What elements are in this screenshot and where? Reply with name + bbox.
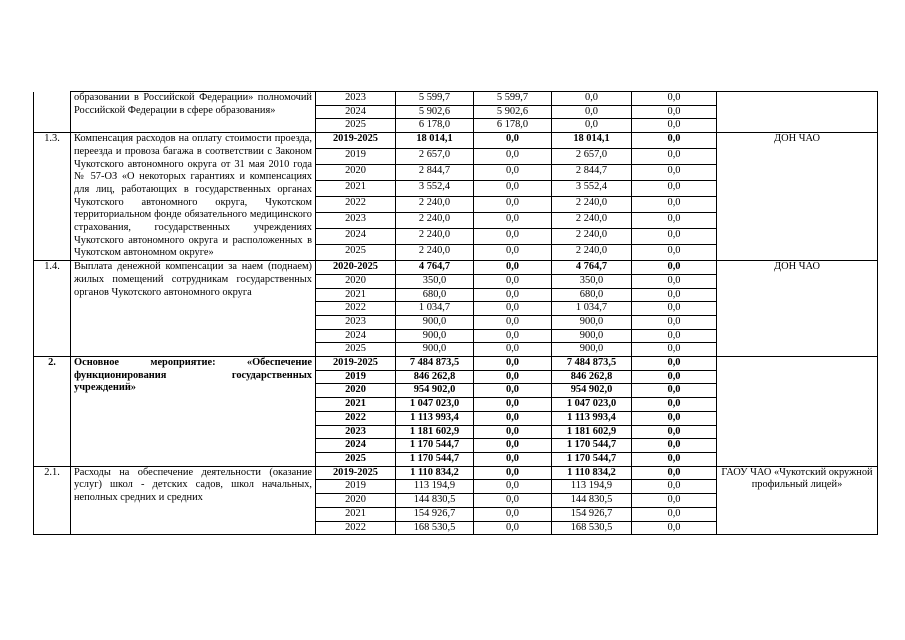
period-cell: 2021 xyxy=(316,181,396,197)
total-cell: 1 170 544,7 xyxy=(396,452,474,466)
federal-cell: 0,0 xyxy=(474,288,552,302)
period-cell: 2019 xyxy=(316,149,396,165)
federal-cell: 0,0 xyxy=(474,480,552,494)
federal-cell: 0,0 xyxy=(474,398,552,412)
regional-cell: 680,0 xyxy=(552,288,632,302)
other-cell: 0,0 xyxy=(632,411,717,425)
budget-table-body xyxy=(34,92,878,535)
regional-cell: 113 194,9 xyxy=(552,480,632,494)
federal-cell: 0,0 xyxy=(474,507,552,521)
period-cell: 2021 xyxy=(316,288,396,302)
period-cell: 2025 xyxy=(316,245,396,261)
executor-cell xyxy=(717,357,878,467)
total-cell: 2 240,0 xyxy=(396,213,474,229)
federal-cell: 6 178,0 xyxy=(474,119,552,133)
period-cell: 2022 xyxy=(316,521,396,535)
period-cell: 2023 xyxy=(316,425,396,439)
other-cell: 0,0 xyxy=(632,245,717,261)
regional-cell: 350,0 xyxy=(552,274,632,288)
federal-cell: 0,0 xyxy=(474,302,552,316)
other-cell: 0,0 xyxy=(632,452,717,466)
period-cell: 2020 xyxy=(316,274,396,288)
table-row xyxy=(34,133,878,149)
federal-cell: 0,0 xyxy=(474,521,552,535)
other-cell: 0,0 xyxy=(632,119,717,133)
period-cell: 2020-2025 xyxy=(316,261,396,275)
period-cell: 2019 xyxy=(316,370,396,384)
period-cell: 2022 xyxy=(316,302,396,316)
regional-cell: 2 844,7 xyxy=(552,165,632,181)
regional-cell: 1 181 602,9 xyxy=(552,425,632,439)
federal-cell: 0,0 xyxy=(474,165,552,181)
regional-cell: 154 926,7 xyxy=(552,507,632,521)
table-row xyxy=(34,466,878,480)
executor-cell: ГАОУ ЧАО «Чукотский окружной профильный лицей» xyxy=(717,466,878,535)
regional-cell: 1 110 834,2 xyxy=(552,466,632,480)
other-cell: 0,0 xyxy=(632,329,717,343)
regional-cell: 1 047 023,0 xyxy=(552,398,632,412)
document-page xyxy=(33,91,877,594)
item-description: Выплата денежной компенсации за наем (поднаем) жилых помещений сотрудникам государственных органов Чукотского автономного округа xyxy=(71,261,316,357)
total-cell: 4 764,7 xyxy=(396,261,474,275)
period-cell: 2022 xyxy=(316,411,396,425)
regional-cell: 846 262,8 xyxy=(552,370,632,384)
period-cell: 2024 xyxy=(316,329,396,343)
federal-cell: 0,0 xyxy=(474,452,552,466)
federal-cell: 5 902,6 xyxy=(474,105,552,119)
regional-cell: 1 170 544,7 xyxy=(552,452,632,466)
other-cell: 0,0 xyxy=(632,261,717,275)
period-cell: 2023 xyxy=(316,315,396,329)
regional-cell: 4 764,7 xyxy=(552,261,632,275)
regional-cell: 0,0 xyxy=(552,119,632,133)
period-cell: 2019-2025 xyxy=(316,357,396,371)
total-cell: 350,0 xyxy=(396,274,474,288)
federal-cell: 0,0 xyxy=(474,229,552,245)
other-cell: 0,0 xyxy=(632,425,717,439)
table-row xyxy=(34,261,878,275)
period-cell: 2021 xyxy=(316,398,396,412)
period-cell: 2023 xyxy=(316,92,396,106)
other-cell: 0,0 xyxy=(632,370,717,384)
regional-cell: 0,0 xyxy=(552,105,632,119)
regional-cell: 900,0 xyxy=(552,315,632,329)
table-row xyxy=(34,92,878,106)
federal-cell: 0,0 xyxy=(474,149,552,165)
total-cell: 2 240,0 xyxy=(396,229,474,245)
regional-cell: 2 240,0 xyxy=(552,197,632,213)
period-cell: 2021 xyxy=(316,507,396,521)
item-description: Расходы на обеспечение деятельности (оказание услуг) школ - детских садов, школ начальных, неполных средних и средних xyxy=(71,466,316,535)
other-cell: 0,0 xyxy=(632,521,717,535)
total-cell: 5 902,6 xyxy=(396,105,474,119)
total-cell: 900,0 xyxy=(396,329,474,343)
other-cell: 0,0 xyxy=(632,213,717,229)
total-cell: 168 530,5 xyxy=(396,521,474,535)
period-cell: 2022 xyxy=(316,197,396,213)
federal-cell: 5 599,7 xyxy=(474,92,552,106)
other-cell: 0,0 xyxy=(632,105,717,119)
period-cell: 2019-2025 xyxy=(316,133,396,149)
federal-cell: 0,0 xyxy=(474,343,552,357)
item-description: образовании в Российской Федерации» полномочий Российской Федерации в сфере образования» xyxy=(71,92,316,133)
total-cell: 7 484 873,5 xyxy=(396,357,474,371)
other-cell: 0,0 xyxy=(632,197,717,213)
regional-cell: 2 240,0 xyxy=(552,229,632,245)
federal-cell: 0,0 xyxy=(474,274,552,288)
total-cell: 1 181 602,9 xyxy=(396,425,474,439)
federal-cell: 0,0 xyxy=(474,466,552,480)
other-cell: 0,0 xyxy=(632,165,717,181)
regional-cell: 7 484 873,5 xyxy=(552,357,632,371)
federal-cell: 0,0 xyxy=(474,357,552,371)
total-cell: 1 170 544,7 xyxy=(396,439,474,453)
other-cell: 0,0 xyxy=(632,92,717,106)
item-description: Основное мероприятие: «Обеспечение функционирования государственных учреждений» xyxy=(71,357,316,467)
regional-cell: 3 552,4 xyxy=(552,181,632,197)
period-cell: 2020 xyxy=(316,165,396,181)
regional-cell: 900,0 xyxy=(552,343,632,357)
total-cell: 6 178,0 xyxy=(396,119,474,133)
period-cell: 2025 xyxy=(316,452,396,466)
period-cell: 2025 xyxy=(316,343,396,357)
other-cell: 0,0 xyxy=(632,398,717,412)
other-cell: 0,0 xyxy=(632,357,717,371)
period-cell: 2019 xyxy=(316,480,396,494)
executor-cell: ДОН ЧАО xyxy=(717,261,878,357)
federal-cell: 0,0 xyxy=(474,245,552,261)
period-cell: 2020 xyxy=(316,384,396,398)
item-number: 1.3. xyxy=(34,133,71,261)
other-cell: 0,0 xyxy=(632,288,717,302)
regional-cell: 144 830,5 xyxy=(552,494,632,508)
federal-cell: 0,0 xyxy=(474,213,552,229)
total-cell: 2 240,0 xyxy=(396,245,474,261)
item-description: Компенсация расходов на оплату стоимости проезда, переезда и провоза багажа в соответствии с Законом Чукотского автономного округа от 31 мая 2010 года № 57-ОЗ «О некоторых гарантиях и компенсациях для лиц, работающих в государственных органах Чукотского автономного округа, Чукотском территориальном фонде обязательного медицинского страхования, государственных учреждениях Чукотского автономного округа и расположенных в Чукотском автономном округе» xyxy=(71,133,316,261)
other-cell: 0,0 xyxy=(632,384,717,398)
period-cell: 2024 xyxy=(316,229,396,245)
other-cell: 0,0 xyxy=(632,133,717,149)
regional-cell: 2 240,0 xyxy=(552,213,632,229)
total-cell: 3 552,4 xyxy=(396,181,474,197)
total-cell: 18 014,1 xyxy=(396,133,474,149)
total-cell: 2 657,0 xyxy=(396,149,474,165)
other-cell: 0,0 xyxy=(632,274,717,288)
other-cell: 0,0 xyxy=(632,149,717,165)
regional-cell: 900,0 xyxy=(552,329,632,343)
executor-cell xyxy=(717,92,878,133)
other-cell: 0,0 xyxy=(632,466,717,480)
other-cell: 0,0 xyxy=(632,439,717,453)
total-cell: 154 926,7 xyxy=(396,507,474,521)
total-cell: 1 113 993,4 xyxy=(396,411,474,425)
other-cell: 0,0 xyxy=(632,480,717,494)
regional-cell: 2 240,0 xyxy=(552,245,632,261)
federal-cell: 0,0 xyxy=(474,261,552,275)
total-cell: 680,0 xyxy=(396,288,474,302)
total-cell: 113 194,9 xyxy=(396,480,474,494)
total-cell: 954 902,0 xyxy=(396,384,474,398)
period-cell: 2025 xyxy=(316,119,396,133)
federal-cell: 0,0 xyxy=(474,384,552,398)
executor-cell: ДОН ЧАО xyxy=(717,133,878,261)
other-cell: 0,0 xyxy=(632,181,717,197)
other-cell: 0,0 xyxy=(632,229,717,245)
total-cell: 144 830,5 xyxy=(396,494,474,508)
period-cell: 2020 xyxy=(316,494,396,508)
federal-cell: 0,0 xyxy=(474,425,552,439)
federal-cell: 0,0 xyxy=(474,439,552,453)
period-cell: 2024 xyxy=(316,105,396,119)
total-cell: 1 110 834,2 xyxy=(396,466,474,480)
total-cell: 900,0 xyxy=(396,315,474,329)
regional-cell: 954 902,0 xyxy=(552,384,632,398)
federal-cell: 0,0 xyxy=(474,133,552,149)
federal-cell: 0,0 xyxy=(474,197,552,213)
federal-cell: 0,0 xyxy=(474,329,552,343)
total-cell: 5 599,7 xyxy=(396,92,474,106)
regional-cell: 1 170 544,7 xyxy=(552,439,632,453)
table-row xyxy=(34,357,878,371)
other-cell: 0,0 xyxy=(632,343,717,357)
item-number: 2.1. xyxy=(34,466,71,535)
regional-cell: 2 657,0 xyxy=(552,149,632,165)
total-cell: 2 240,0 xyxy=(396,197,474,213)
federal-cell: 0,0 xyxy=(474,370,552,384)
other-cell: 0,0 xyxy=(632,315,717,329)
regional-cell: 18 014,1 xyxy=(552,133,632,149)
other-cell: 0,0 xyxy=(632,494,717,508)
regional-cell: 1 113 993,4 xyxy=(552,411,632,425)
total-cell: 846 262,8 xyxy=(396,370,474,384)
federal-cell: 0,0 xyxy=(474,494,552,508)
item-number: 2. xyxy=(34,357,71,467)
regional-cell: 1 034,7 xyxy=(552,302,632,316)
federal-cell: 0,0 xyxy=(474,411,552,425)
item-number xyxy=(34,92,71,133)
federal-cell: 0,0 xyxy=(474,181,552,197)
total-cell: 1 034,7 xyxy=(396,302,474,316)
other-cell: 0,0 xyxy=(632,507,717,521)
item-number: 1.4. xyxy=(34,261,71,357)
regional-cell: 168 530,5 xyxy=(552,521,632,535)
period-cell: 2019-2025 xyxy=(316,466,396,480)
period-cell: 2024 xyxy=(316,439,396,453)
total-cell: 1 047 023,0 xyxy=(396,398,474,412)
total-cell: 900,0 xyxy=(396,343,474,357)
federal-cell: 0,0 xyxy=(474,315,552,329)
period-cell: 2023 xyxy=(316,213,396,229)
regional-cell: 0,0 xyxy=(552,92,632,106)
total-cell: 2 844,7 xyxy=(396,165,474,181)
other-cell: 0,0 xyxy=(632,302,717,316)
budget-table xyxy=(33,91,878,535)
